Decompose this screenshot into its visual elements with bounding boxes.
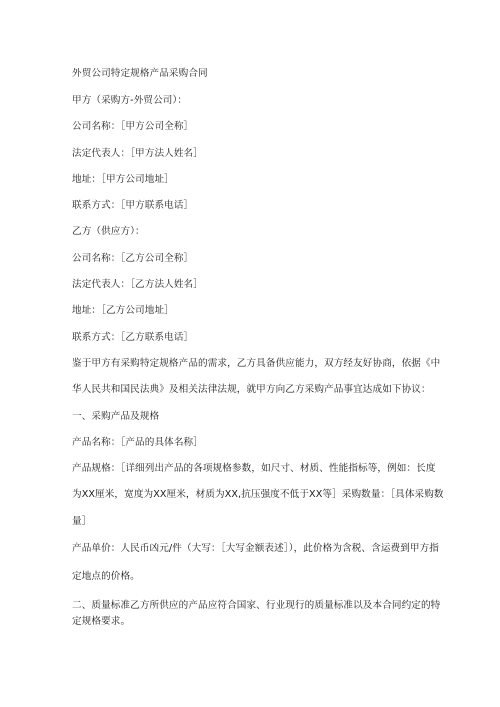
party-b-address: 地址：［乙方公司地址］ xyxy=(72,305,174,316)
product-name: 产品名称：［产品的具体名称］ xyxy=(72,437,203,448)
party-b-contact: 联系方式：［乙方联系电话］ xyxy=(72,332,194,343)
product-price-line-2: 定地点的价格。 xyxy=(72,571,140,582)
section-2-line-1: 二、质量标准乙方所供应的产品应符合国家、行业现行的质量标准以及本合同约定的特 xyxy=(72,600,441,611)
product-spec-line-2: 为XX厘米，宽度为XX厘米，材质为XX,抗压强度不低于XX等］采购数量：［具体采购数 xyxy=(72,489,444,500)
section-1-heading: 一、采购产品及规格 xyxy=(72,411,160,422)
section-2-line-2: 定规格要求。 xyxy=(72,616,131,627)
party-a-representative: 法定代表人：［甲方法人姓名］ xyxy=(72,148,203,159)
document-title: 外贸公司特定规格产品采购合同 xyxy=(72,68,208,79)
party-b-heading: 乙方（供应方）： xyxy=(72,226,145,237)
product-spec-line-3: 量］ xyxy=(72,516,92,527)
party-a-address: 地址：［甲方公司地址］ xyxy=(72,174,174,185)
party-a-contact: 联系方式：［甲方联系电话］ xyxy=(72,200,194,211)
party-a-heading: 甲方（采购方-外贸公司）： xyxy=(72,95,188,106)
party-b-company: 公司名称：［乙方公司全称］ xyxy=(72,253,194,264)
preamble-line-2: 华人民共和国民法典》及相关法律法规，就甲方向乙方采购产品事宜达成如下协议： xyxy=(72,384,431,395)
product-price-line-1: 产品单价：人民币凶元/件（大写：［大写金额表述］），此价格为含税、含运费到甲方指 xyxy=(72,543,439,554)
party-a-company: 公司名称：［甲方公司全称］ xyxy=(72,121,194,132)
preamble-line-1: 鉴于甲方有采购特定规格产品的需求，乙方具备供应能力，双方经友好协商，依据《中 xyxy=(72,358,441,369)
product-spec-line-1: 产品规格：［详细列出产品的各项规格参数，如尺寸、材质、性能指标等，例如：长度 xyxy=(72,463,436,474)
party-b-representative: 法定代表人：［乙方法人姓名］ xyxy=(72,279,203,290)
